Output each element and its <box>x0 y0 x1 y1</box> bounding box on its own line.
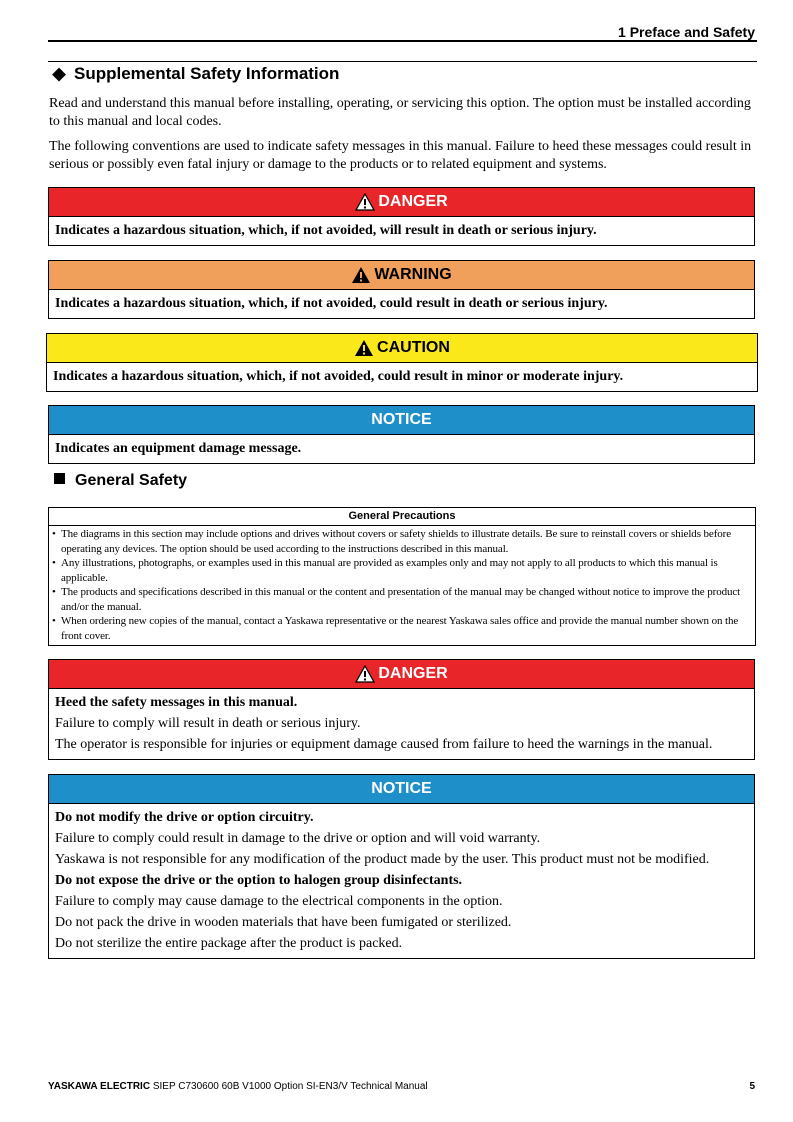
danger-text: Indicates a hazardous situation, which, if not avoided, will result in death or serious injury. <box>55 223 597 238</box>
notice-heading-1: Do not modify the drive or option circuitry. <box>55 810 314 825</box>
warning-triangle-icon <box>354 339 374 357</box>
danger-message-box <box>48 659 755 760</box>
danger-description <box>49 217 754 245</box>
notice-header <box>49 406 754 435</box>
warning-text: Indicates a hazardous situation, which, if not avoided, could result in death or serious injury. <box>55 296 608 311</box>
section-title <box>52 64 339 84</box>
notice-text: Indicates an equipment damage message. <box>55 441 302 456</box>
list-item: • The diagrams in this section may include options and drives without covers or safety shields to illustrate details. Be sure to reinstall covers or shields before operating any devices. The option should be used according to the instructions described in this manual. <box>61 527 751 556</box>
header-rule <box>48 40 757 42</box>
notice-heading-2: Do not expose the drive or the option to halogen group disinfectants. <box>55 873 463 888</box>
footer <box>48 1081 428 1092</box>
page-number: 5 <box>749 1081 755 1092</box>
caution-text: Indicates a hazardous situation, which, if not avoided, could result in minor or moderate injury. <box>53 369 624 384</box>
warning-triangle-icon <box>355 193 375 211</box>
danger-label: DANGER <box>378 665 448 682</box>
notice-description <box>49 435 754 463</box>
notice-label: NOTICE <box>371 411 432 428</box>
danger-message-heading: Heed the safety messages in this manual. <box>55 695 298 710</box>
notice-message-box <box>48 774 755 959</box>
header-rule-thin <box>48 61 757 62</box>
danger-header <box>49 188 754 217</box>
danger-label: DANGER <box>378 193 448 210</box>
danger-message-line: The operator is responsible for injuries or equipment damage caused from failure to heed the warnings in the manual. <box>55 737 713 752</box>
danger-message-line: Failure to comply will result in death or serious injury. <box>55 716 361 731</box>
warning-convention-box <box>48 260 755 319</box>
notice-message-line: Do not sterilize the entire package after the product is packed. <box>55 936 403 951</box>
caution-label: CAUTION <box>377 339 450 356</box>
footer-brand: YASKAWA ELECTRIC <box>48 1081 151 1092</box>
caution-header <box>47 334 757 363</box>
general-precautions-box <box>48 507 756 646</box>
warning-description <box>49 290 754 318</box>
warning-triangle-icon <box>355 665 375 683</box>
notice-message-line: Do not pack the drive in wooden materials that have been fumigated or sterilized. <box>55 915 512 930</box>
caution-convention-box <box>46 333 758 392</box>
diamond-bullet-icon: ◆ <box>52 64 66 83</box>
notice-header <box>49 775 754 804</box>
intro-paragraph-1: Read and understand this manual before installing, operating, or servicing this option. The option must be installed according to this manual and local codes. <box>49 96 751 129</box>
section-title-text: Supplemental Safety Information <box>74 64 340 83</box>
danger-header <box>49 660 754 689</box>
precautions-list <box>49 526 755 645</box>
notice-label: NOTICE <box>371 780 432 797</box>
general-safety-heading <box>54 472 187 490</box>
warning-label: WARNING <box>374 266 452 283</box>
list-item: • The products and specifications described in this manual or the content and presentation of the manual may be changed without notice to improve the product and/or the manual. <box>61 585 751 614</box>
list-item: • When ordering new copies of the manual, contact a Yaskawa representative or the nearest Yaskawa sales office and provide the manual number shown on the front cover. <box>61 614 751 643</box>
precautions-title: General Precautions <box>49 508 755 526</box>
warning-header <box>49 261 754 290</box>
intro-paragraph-2: The following conventions are used to indicate safety messages in this manual. Failure to heed these messages could result in serious or possibly even fatal injury or damage to the products or to related equipment and systems. <box>49 139 752 172</box>
notice-message-line: Failure to comply may cause damage to the electrical components in the option. <box>55 894 503 909</box>
list-item: • Any illustrations, photographs, or examples used in this manual are provided as examples only and may not apply to all products to which this manual is applicable. <box>61 556 751 585</box>
chapter-header: 1 Preface and Safety <box>618 24 755 40</box>
square-bullet-icon <box>54 473 65 484</box>
warning-triangle-icon <box>351 266 371 284</box>
notice-message-line: Failure to comply could result in damage to the drive or option and will void warranty. <box>55 831 541 846</box>
danger-message-body <box>49 689 754 759</box>
footer-doc-title: SIEP C730600 60B V1000 Option SI-EN3/V Technical Manual <box>152 1081 428 1092</box>
danger-convention-box <box>48 187 755 246</box>
caution-description <box>47 363 757 391</box>
notice-message-line: Yaskawa is not responsible for any modification of the product made by the user. This product must not be modified. <box>55 852 710 867</box>
general-safety-title: General Safety <box>75 472 188 489</box>
notice-message-body <box>49 804 754 958</box>
notice-convention-box <box>48 405 755 464</box>
